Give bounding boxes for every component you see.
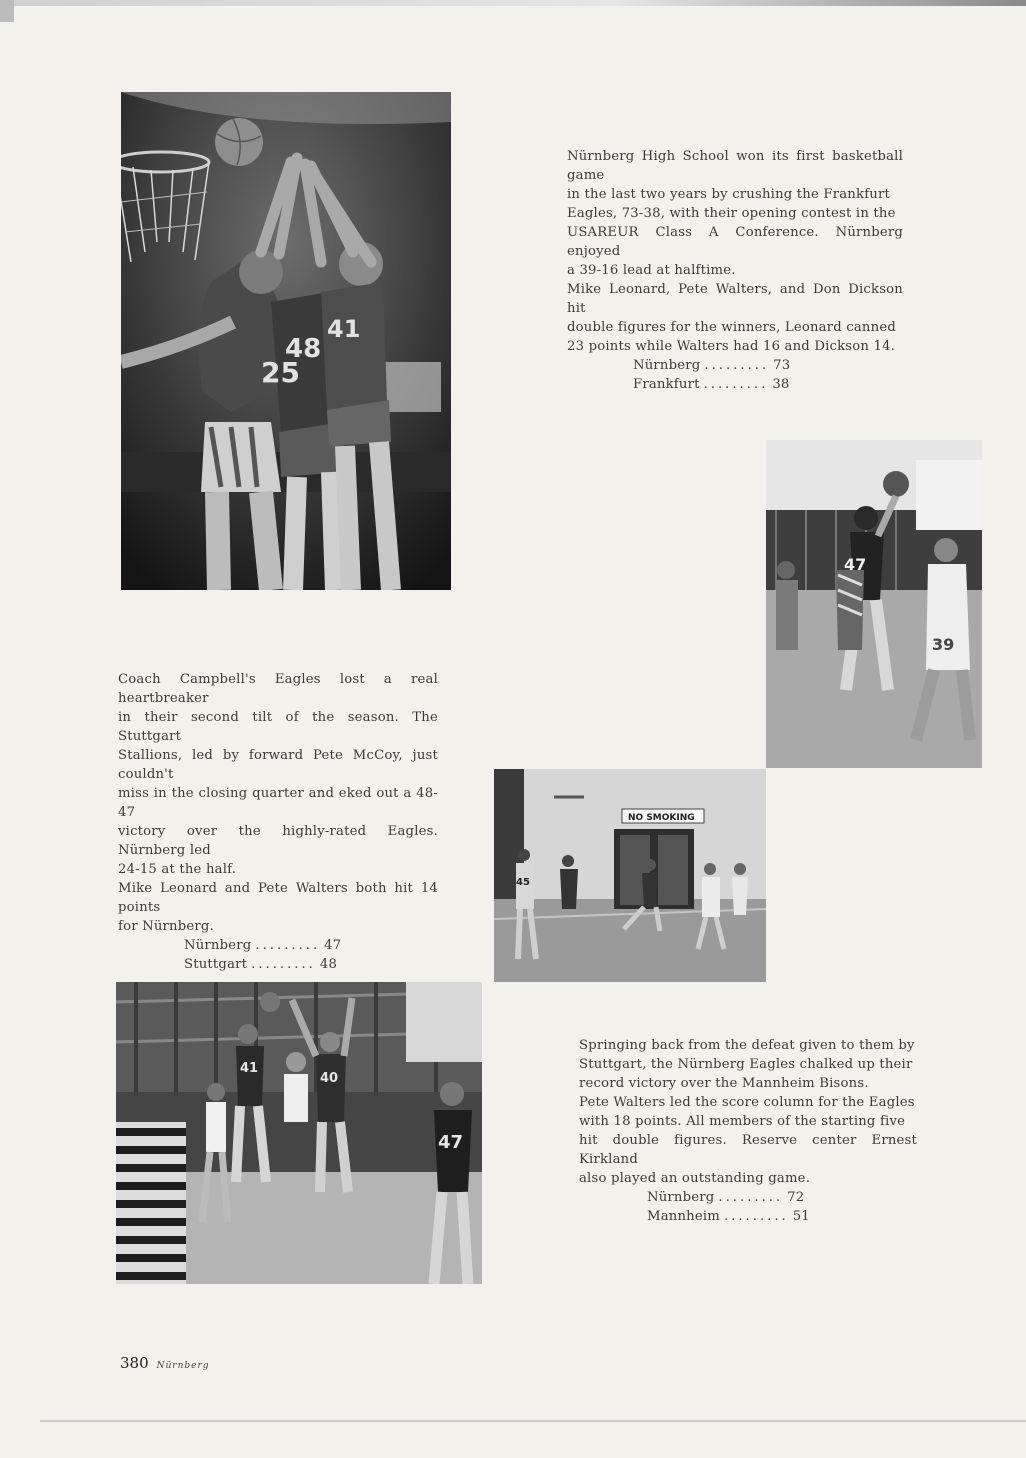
- jersey-number: 40: [320, 1071, 339, 1086]
- text-line: 23 points while Walters had 16 and Dickson 14.: [567, 339, 896, 354]
- jersey-number: 41: [240, 1061, 259, 1076]
- text-line: Coach Campbell's Eagles lost a real heartbreaker: [118, 672, 438, 706]
- jersey-number: 45: [516, 877, 530, 888]
- scoreboard: [647, 1188, 917, 1226]
- score-row: [633, 375, 903, 394]
- score-row: [184, 936, 438, 955]
- score-row: [184, 955, 438, 974]
- text-line: in their second tilt of the season. The Stuttgart: [118, 710, 438, 744]
- text-line: victory over the highly-rated Eagles. Nürnberg led: [118, 824, 438, 858]
- article-mannheim-game: [579, 1036, 917, 1226]
- text-line: USAREUR Class A Conference. Nürnberg enjoyed: [567, 225, 903, 259]
- photo-layup-action: [116, 982, 482, 1284]
- photo-rebound-under-basket: [121, 92, 451, 590]
- team-score: 51: [792, 1209, 810, 1224]
- score-row: [647, 1207, 917, 1226]
- team-score: 38: [772, 377, 790, 392]
- article-body: [579, 1036, 917, 1188]
- team-name: Nürnberg: [184, 938, 252, 953]
- leader-dots: .........: [255, 938, 321, 953]
- leader-dots: .........: [704, 358, 770, 373]
- jersey-number: 47: [438, 1132, 464, 1153]
- text-line: Eagles, 73-38, with their opening contest in the: [567, 206, 896, 221]
- jersey-number: 25: [261, 356, 300, 389]
- jersey-number: 39: [932, 635, 955, 654]
- photo-gym-court: [494, 769, 766, 982]
- team-name: Frankfurt: [633, 377, 700, 392]
- score-row: [647, 1188, 917, 1207]
- team-score: 47: [324, 938, 342, 953]
- text-line: hit double figures. Reserve center Ernest Kirkland: [579, 1133, 917, 1167]
- scan-bottom-edge: [40, 1420, 1026, 1422]
- scan-top-edge: [0, 0, 1026, 6]
- jersey-number: 47: [844, 555, 867, 574]
- text-line: record victory over the Mannheim Bisons.: [579, 1076, 869, 1091]
- text-line: Mike Leonard, Pete Walters, and Don Dickson hit: [567, 282, 903, 316]
- article-stuttgart-game: [118, 670, 438, 974]
- page-folio: [120, 1354, 210, 1372]
- article-body: [567, 147, 903, 356]
- text-line: with 18 points. All members of the starting five: [579, 1114, 906, 1129]
- page-number: 380: [120, 1354, 149, 1372]
- scoreboard: [184, 936, 438, 974]
- text-line: Stuttgart, the Nürnberg Eagles chalked up their: [579, 1057, 913, 1072]
- text-line: 24-15 at the half.: [118, 862, 237, 877]
- text-line: Springing back from the defeat given to them by: [579, 1038, 915, 1053]
- jersey-number: 41: [327, 315, 361, 343]
- text-line: Nürnberg High School won its first basketball game: [567, 149, 903, 183]
- text-line: also played an outstanding game.: [579, 1171, 811, 1186]
- article-body: [118, 670, 438, 936]
- folio-label: Nürnberg: [156, 1361, 210, 1371]
- text-line: double figures for the winners, Leonard canned: [567, 320, 896, 335]
- text-line: Stallions, led by forward Pete McCoy, just couldn't: [118, 748, 438, 782]
- no-smoking-sign: NO SMOKING: [628, 813, 695, 823]
- leader-dots: .........: [718, 1190, 784, 1205]
- text-line: Mike Leonard and Pete Walters both hit 14 points: [118, 881, 438, 915]
- scoreboard: [633, 356, 903, 394]
- text-line: a 39-16 lead at halftime.: [567, 263, 736, 278]
- text-line: for Nürnberg.: [118, 919, 214, 934]
- text-line: miss in the closing quarter and eked out a 48-47: [118, 786, 438, 820]
- team-score: 73: [773, 358, 791, 373]
- photo-jump-shot: [766, 440, 982, 768]
- text-line: Pete Walters led the score column for the Eagles: [579, 1095, 915, 1110]
- text-line: in the last two years by crushing the Frankfurt: [567, 187, 890, 202]
- team-name: Nürnberg: [647, 1190, 715, 1205]
- team-score: 72: [787, 1190, 805, 1205]
- leader-dots: .........: [703, 377, 769, 392]
- scan-corner-mark: [0, 0, 14, 22]
- team-name: Mannheim: [647, 1209, 720, 1224]
- score-row: [633, 356, 903, 375]
- leader-dots: .........: [251, 957, 316, 972]
- team-score: 48: [319, 957, 338, 972]
- team-name: Nürnberg: [633, 358, 701, 373]
- article-frankfurt-game: [567, 147, 903, 394]
- leader-dots: .........: [723, 1209, 789, 1224]
- jersey-number: 48: [285, 334, 322, 364]
- team-name: Stuttgart: [184, 957, 248, 972]
